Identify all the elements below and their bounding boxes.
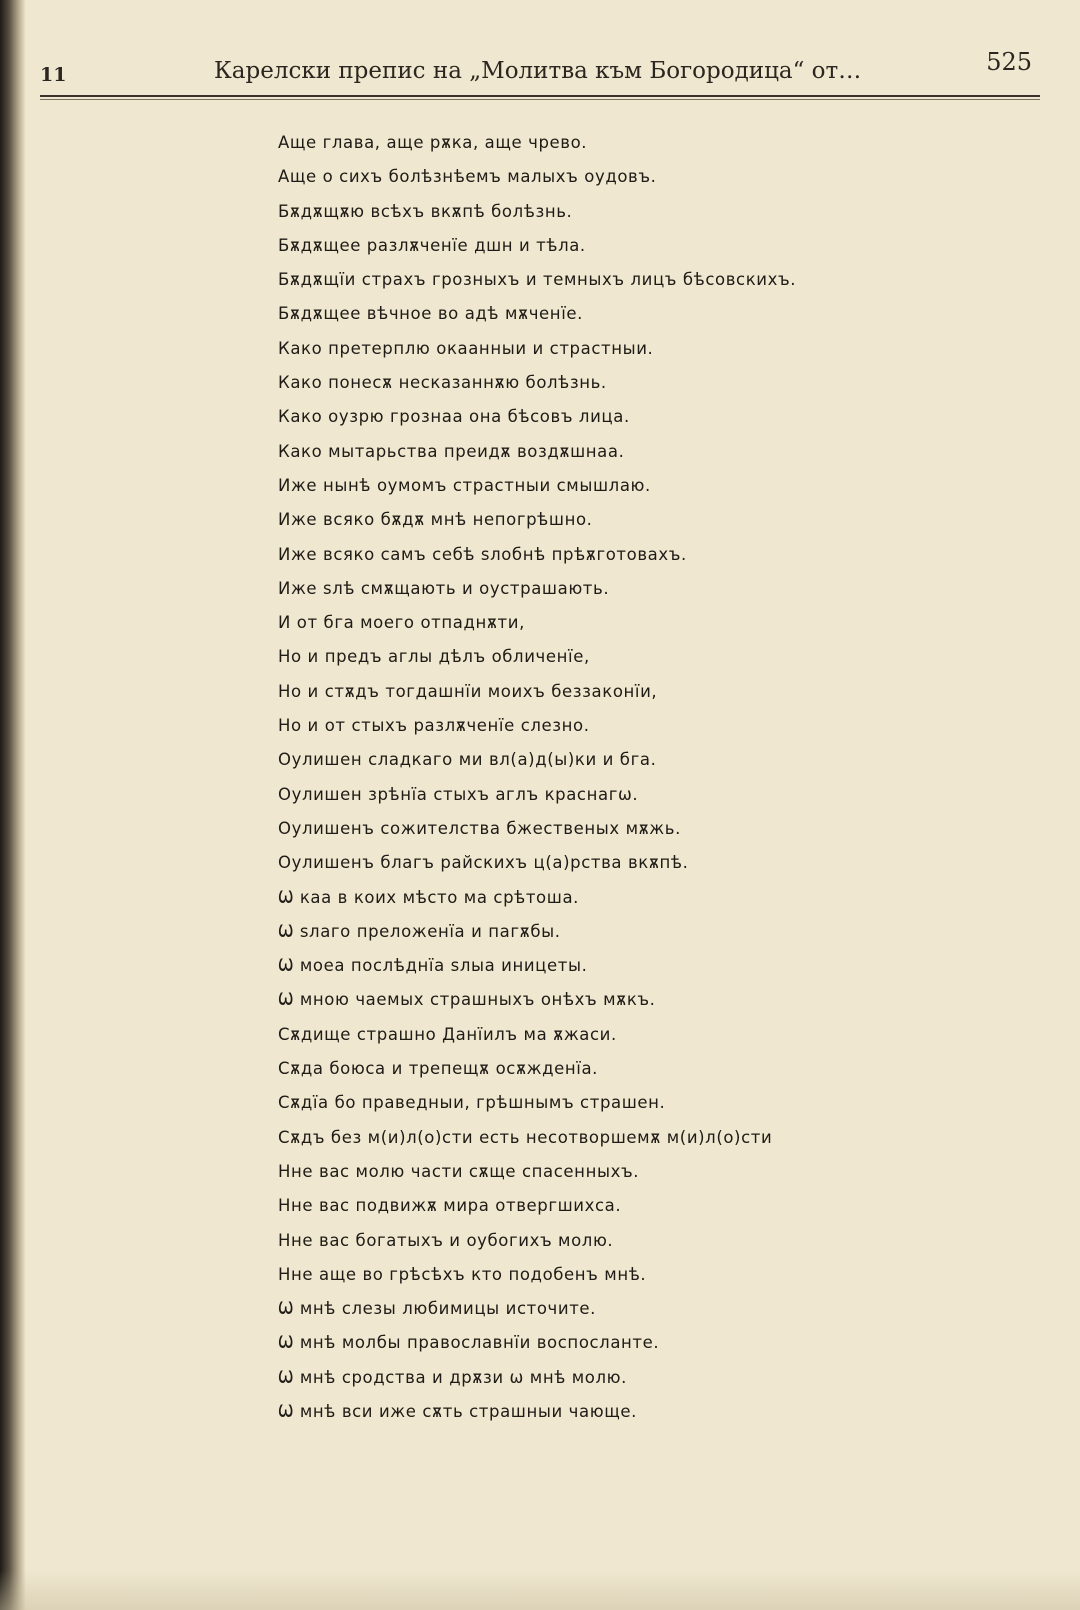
text-line: Оулишенъ благъ райскихъ ц(а)рства вкѫпѣ.	[278, 853, 689, 873]
text-line: Ѡ мнѣ вси иже сѫть страшныи чающе.	[278, 1401, 637, 1421]
text-line: Нне вас подвижѫ мира отвергшихса.	[278, 1196, 622, 1216]
prayer-text	[278, 126, 1058, 1429]
text-line: Нне вас богатыхъ и оубогихъ молю.	[278, 1230, 614, 1250]
text-line: Како понесѫ несказаннѫю болѣзнь.	[278, 373, 607, 393]
text-line: Ѡ мнѣ слезы любимицы источите.	[278, 1299, 597, 1319]
text-line: Ѡ моеа послѣднїа ѕлыа иницеты.	[278, 956, 588, 976]
text-line: Сѫда боюса и трепещѫ осѫжденїа.	[278, 1059, 599, 1079]
text-line: Сѫдїа бо праведныи, грѣшнымъ страшен.	[278, 1093, 666, 1113]
text-line: Иже нынѣ оумомъ страстныи смышлаю.	[278, 475, 651, 495]
text-line: Ѡ каа в коих мѣсто ма срѣтоша.	[278, 887, 579, 907]
header-rule-thin	[40, 99, 1040, 100]
text-line: Сѫдъ без м(и)л(о)сти есть несотворшемѫ м(и)л(о)сти	[278, 1127, 773, 1147]
text-line: Иже всяко самъ себѣ ѕлобнѣ прѣѫготовахъ.	[278, 544, 687, 564]
page-header	[40, 48, 1040, 96]
page-number-right: 525	[986, 48, 1032, 76]
running-title: Карелски препис на „Молитва към Богородица“ от…	[214, 58, 862, 84]
text-line: Нне аще во грѣсѣхъ кто подобенъ мнѣ.	[278, 1264, 647, 1284]
page-number-left: 11	[40, 64, 67, 86]
header-rule	[40, 95, 1040, 97]
text-line: Но и предъ аглы дѣлъ обличенїе,	[278, 647, 590, 667]
binding-shadow	[0, 0, 26, 1610]
text-line: Оулишен зрѣнїа стыхъ аглъ краснагѡ.	[278, 784, 639, 804]
text-line: Но и стѫдъ тогдашнїи моихъ беззаконїи,	[278, 681, 658, 701]
text-line: Бѫдѫщѫю всѣхъ вкѫпѣ болѣзнь.	[278, 201, 573, 221]
text-line: И от бга моего отпаднѫти,	[278, 613, 525, 633]
text-line: Ѡ мнѣ сродства и дрѫзи ѡ мнѣ молю.	[278, 1367, 627, 1387]
text-line: Нне вас молю части сѫще спасенныхъ.	[278, 1161, 640, 1181]
text-line: Бѫдѫщее разлѫченїе дшн и тѣла.	[278, 235, 586, 255]
text-line: Сѫдище страшно Данїилъ ма ѫжаси.	[278, 1024, 617, 1044]
text-line: Оулишен сладкаго ми вл(а)д(ы)ки и бга.	[278, 750, 657, 770]
text-line: Аще о сихъ болѣзнѣемъ малыхъ оудовъ.	[278, 167, 657, 187]
text-line: Иже ѕлѣ смѫщають и оустрашають.	[278, 578, 610, 598]
text-line: Како претерплю окаанныи и страстныи.	[278, 338, 654, 358]
text-line: Но и от стыхъ разлѫченїе слезно.	[278, 716, 590, 736]
text-line: Ѡ мною чаемых страшныхъ онѣхъ мѫкъ.	[278, 990, 656, 1010]
text-line: Бѫдѫщїи страхъ грозныхъ и темныхъ лицъ бѣсовскихъ.	[278, 270, 797, 290]
text-line: Аще глава, аще рѫка, аще чрево.	[278, 133, 588, 152]
page-bottom-shade	[0, 1570, 1080, 1610]
text-line: Како мытарьства преидѫ воздѫшнаа.	[278, 441, 625, 461]
text-line: Ѡ мнѣ молбы православнїи воспосланте.	[278, 1333, 660, 1353]
text-line: Како оузрю грознаа она бѣсовъ лица.	[278, 407, 630, 427]
text-line: Ѡ ѕлаго преложенїа и пагѫбы.	[278, 921, 561, 941]
text-line: Бѫдѫщее вѣчное во адѣ мѫченїе.	[278, 304, 583, 324]
text-line: Иже всяко бѫдѫ мнѣ непогрѣшно.	[278, 510, 593, 530]
text-line: Оулишенъ сожителства бжественых мѫжь.	[278, 818, 681, 838]
